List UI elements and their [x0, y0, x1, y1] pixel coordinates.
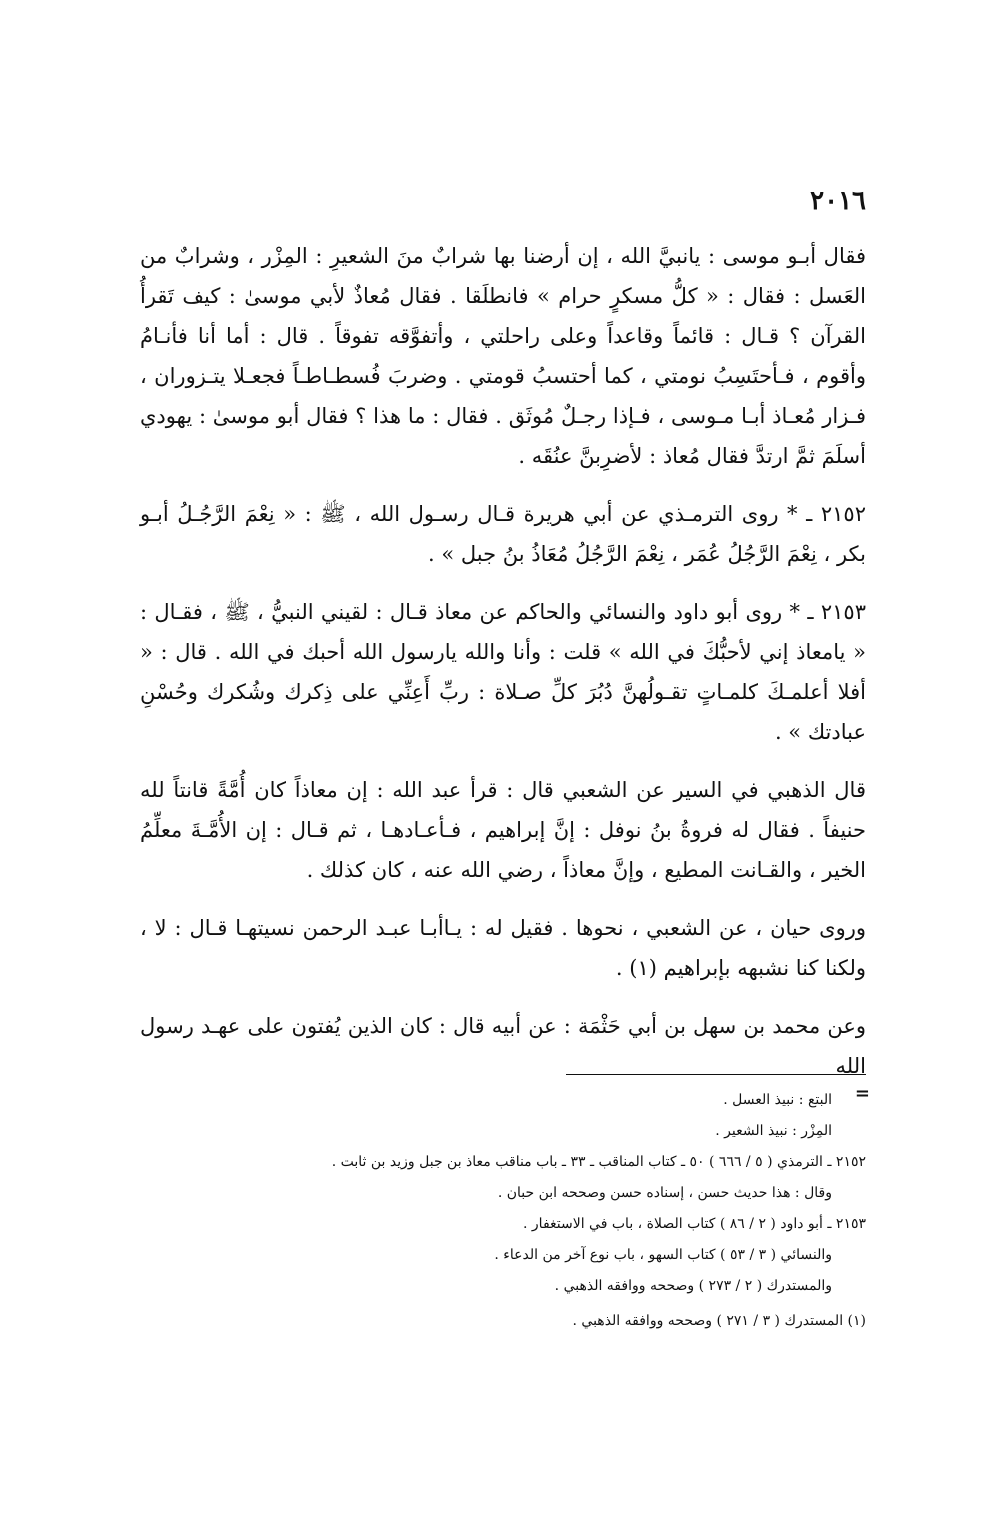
- paragraph-hadith-2153: ٢١٥٣ ـ * روى أبو داود والنسائي والحاكم عن معاذ قـال : لقيني النبيُّ ، ﷺ ، فقـال : « يامعاذ إني لأحبُّكَ في الله » قلت : وأنا والله يارسول الله أحبك في الله . قال : « أفلا أعلمـكَ كلمـاتٍ تقـولُهنَّ دُبُرَ كلِّ صـلاة : ربِّ أَعِنِّي على ذِكرك وشُكرك وحُسْنِ عبادتك » .: [140, 600, 866, 744]
- footnote-line: والمستدرك ( ٢ / ٢٧٣ ) وصححه ووافقه الذهبي .: [554, 1278, 832, 1294]
- main-text: [140, 236, 866, 1104]
- footnote-line: والنسائي ( ٣ / ٥٣ ) كتاب السهو ، باب نوع آخر من الدعاء .: [494, 1247, 832, 1263]
- paragraph-hadith-2152: ٢١٥٢ ـ * روى الترمـذي عن أبي هريرة قـال رسـول الله ، ﷺ : « نِعْمَ الرَّجُـلُ أبـو بكر ، نِعْمَ الرَّجُلُ عُمَر ، نِعْمَ الرَّجُلُ مُعَاذُ بنُ جبل » .: [140, 502, 866, 566]
- paragraph-1: فقال أبـو موسى : يانبيَّ الله ، إن أرضنا بها شرابٌ منَ الشعيرِ : المِزْر ، وشرابٌ من العَسل : فقال : « كلُّ مسكرٍ حرام » فانطلَقا . فقال مُعاذٌ لأبي موسىٰ : كيف تَقرأُ القرآن ؟ قـال : قائماً وقاعداً وعلى راحلتي ، وأتفوَّقه تفوقاً . قال : أما أنا فأنـامُ وأقوم ، فـأحتَسِبُ نومتي ، كما أحتسبُ قومتي . وضربَ فُسطـاطـاً فجعـلا يتـزوران ، فـزار مُعـاذ أبـا مـوسى ، فـإذا رجـلٌ مُوثَق . فقال : ما هذا ؟ فقال أبو موسىٰ : يهودي أسلَمَ ثمَّ ارتدَّ فقال مُعاذ : لأضرِبنَّ عنُقَه .: [140, 244, 866, 468]
- footnote-continuation-marker: =: [854, 1083, 870, 1104]
- footnotes: [136, 1074, 870, 1337]
- paragraph-hayyan: وروى حيان ، عن الشعبي ، نحوها . فقيل له : يـاأبـا عبـد الرحمن نسيتهـا قـال : لا ، ولكنا كنا نشبهه بإبراهيم (١) .: [140, 916, 866, 980]
- footnote-line: ٢١٥٣ ـ أبو داود ( ٢ / ٨٦ ) كتاب الصلاة ، باب في الاستغفار .: [523, 1216, 866, 1232]
- paragraph-sahl: وعن محمد بن سهل بن أبي حَثْمَة : عن أبيه قال : كان الذين يُفتون على عهـد رسول الله: [140, 1014, 866, 1078]
- footnote-line: ٢١٥٢ ـ الترمذي ( ٥ / ٦٦٦ ) ٥٠ ـ كتاب المناقب ـ ٣٣ ـ باب مناقب معاذ بن جبل وزيد بن ثابت .: [331, 1154, 866, 1170]
- footnote-line: البتع : نبيذ العسل .: [723, 1092, 832, 1108]
- page-number: ٢٠١٦: [810, 186, 866, 216]
- footnote-divider: [566, 1074, 866, 1075]
- footnote-line: المِزْر : نبيذ الشعير .: [715, 1123, 832, 1139]
- footnote-line: وقال : هذا حديث حسن ، إسناده حسن وصححه ابن حبان .: [497, 1185, 832, 1201]
- footnote-line: (١) المستدرك ( ٣ / ٢٧١ ) وصححه ووافقه الذهبي .: [572, 1313, 866, 1329]
- paragraph-dhahabi: قال الذهبي في السير عن الشعبي قال : قرأ عبد الله : إن معاذاً كان أُمَّةً قانتاً لله حنيفاً . فقال له فروةُ بنُ نوفل : إنَّ إبراهيم ، فـأعـادهـا ، ثم قـال : إن الأُمَّـةَ معلِّمُ الخير ، والقـانت المطيع ، وإنَّ معاذاً ، رضي الله عنه ، كان كذلك .: [140, 778, 866, 882]
